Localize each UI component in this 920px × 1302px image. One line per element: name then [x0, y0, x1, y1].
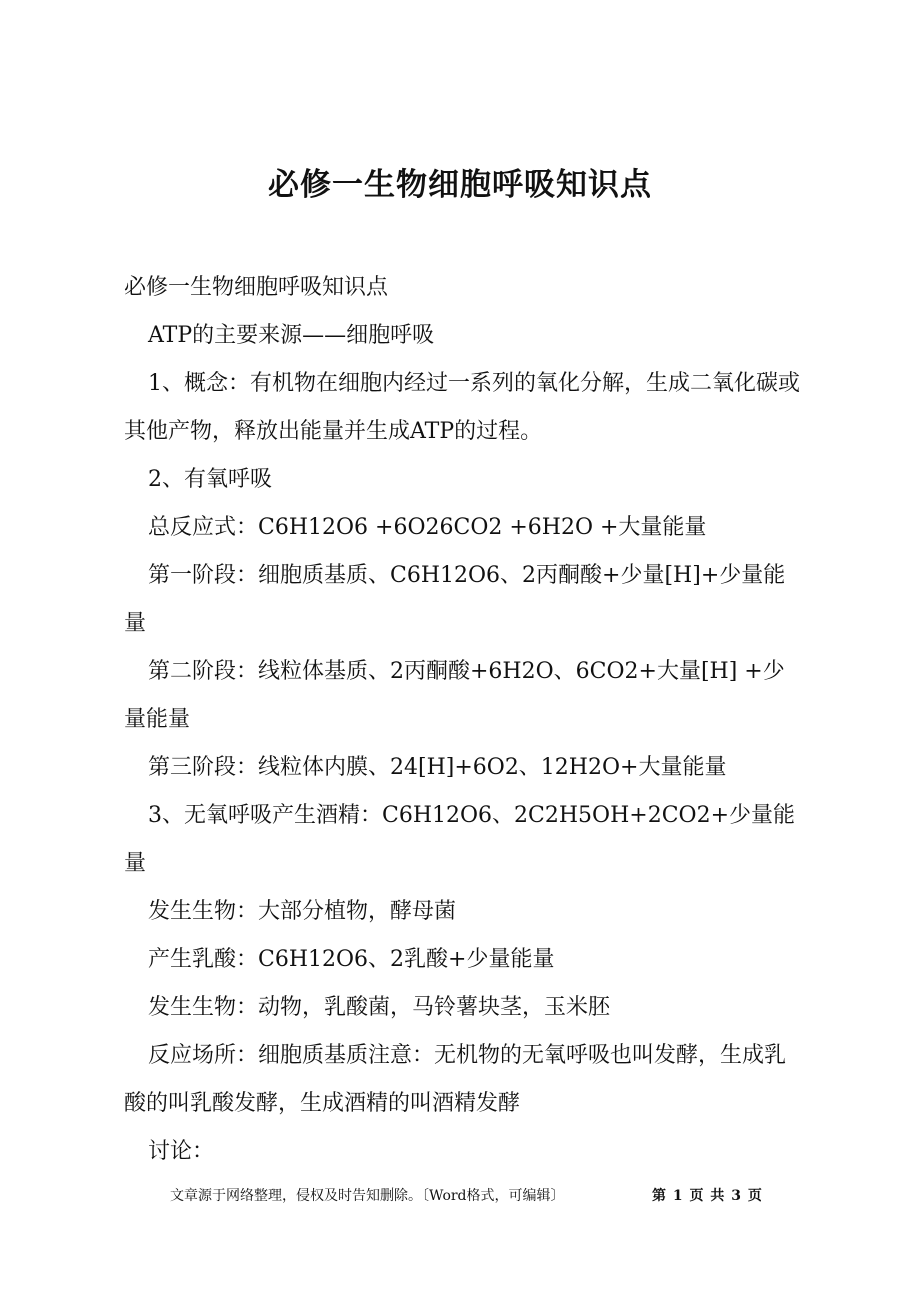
paragraph-concept: 1、概念：有机物在细胞内经过一系列的氧化分解，生成二氧化碳或其他产物，释放出能量并生成ATP的过程。 — [124, 371, 800, 444]
paragraph-stage-one: 第一阶段：细胞质基质、C6H12O6、2丙酮酸+少量[H]+少量能量 — [124, 563, 786, 636]
paragraph-stage-three: 第三阶段：线粒体内膜、24[H]+6O2、12H2O+大量能量 — [148, 755, 727, 780]
paragraph-atp-source: ATP的主要来源——细胞呼吸 — [148, 323, 435, 348]
paragraph-reaction-site: 反应场所：细胞质基质注意：无机物的无氧呼吸也叫发酵，生成乳酸的叫乳酸发酵，生成酒精的叫酒精发酵 — [124, 1043, 787, 1116]
page-number: 第 1 页 共 3 页 — [652, 1188, 762, 1204]
footer-note: 文章源于网络整理，侵权及时告知删除。〔Word格式，可编辑〕 — [170, 1188, 565, 1204]
document-title: 必修一生物细胞呼吸知识点 — [268, 167, 652, 203]
paragraph-lactic-acid: 产生乳酸：C6H12O6、2乳酸+少量能量 — [148, 947, 555, 972]
paragraph-organisms-lactic: 发生生物：动物，乳酸菌，马铃薯块茎，玉米胚 — [148, 995, 611, 1020]
paragraph-stage-two: 第二阶段：线粒体基质、2丙酮酸+6H2O、6CO2+大量[H] +少量能量 — [124, 659, 785, 732]
paragraph-organisms-alcohol: 发生生物：大部分植物，酵母菌 — [148, 899, 457, 924]
page-footer — [170, 1184, 770, 1208]
document-body — [124, 264, 804, 1176]
paragraph-overall-equation: 总反应式：C6H12O6 +6O26CO2 +6H2O +大量能量 — [148, 515, 707, 540]
paragraph-aerobic-heading: 2、有氧呼吸 — [148, 467, 272, 492]
paragraph-anaerobic-alcohol: 3、无氧呼吸产生酒精：C6H12O6、2C2H5OH+2CO2+少量能量 — [124, 803, 796, 876]
paragraph-discussion: 讨论： — [148, 1139, 215, 1164]
paragraph-subtitle: 必修一生物细胞呼吸知识点 — [124, 275, 389, 300]
